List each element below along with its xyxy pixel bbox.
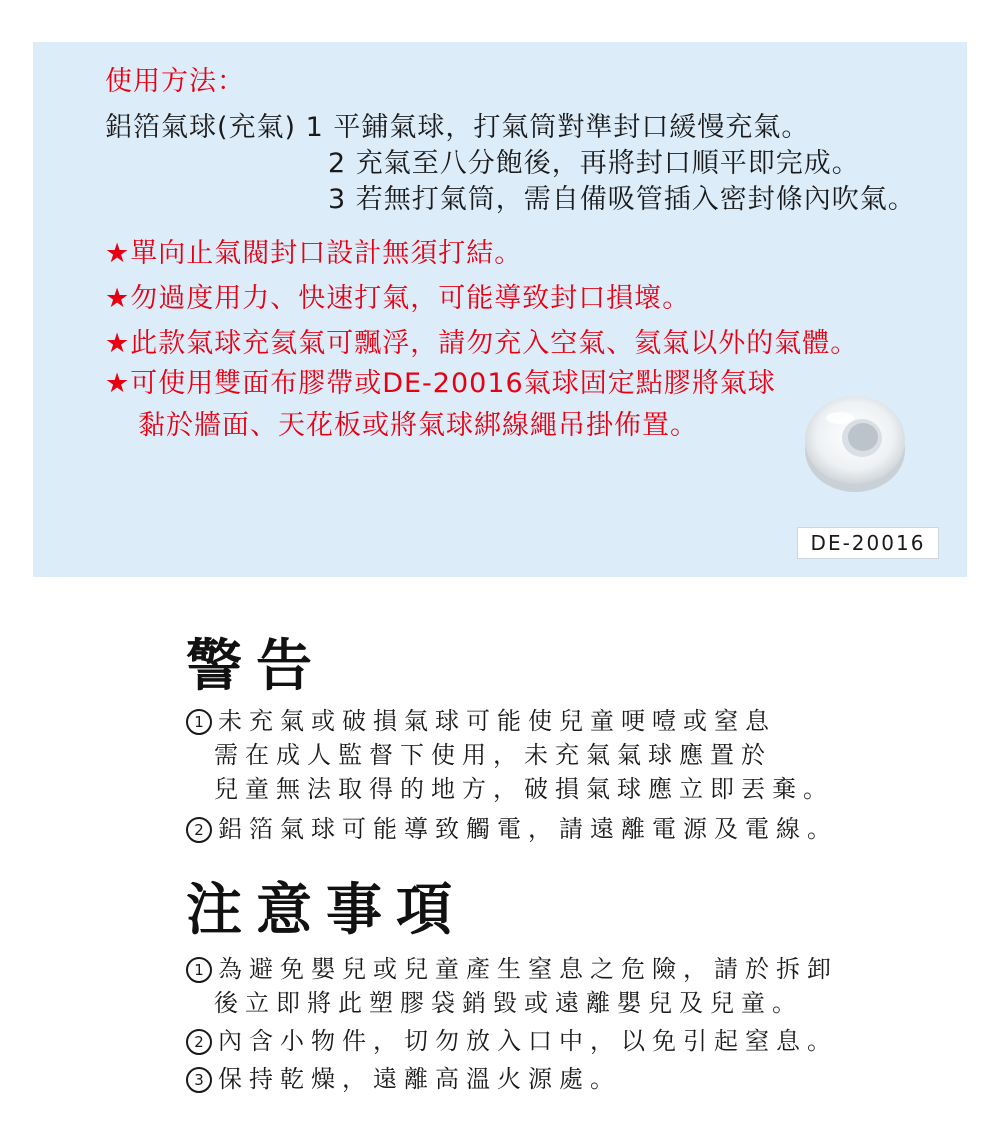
caution-item-1-line-2: 後立即將此塑膠袋銷毀或遠離嬰兒及兒童。 <box>214 989 803 1017</box>
usage-title: 使用方法： <box>105 66 245 97</box>
usage-note-1: ★單向止氣閥封口設計無須打結。 <box>105 238 523 269</box>
circled-number: 1 <box>186 709 212 735</box>
usage-note-3: ★此款氣球充氦氣可飄浮，請勿充入空氣、氦氣以外的氣體。 <box>105 328 859 359</box>
warning-item-1-line-3: 兒童無法取得的地方，破損氣球應立即丟棄。 <box>214 775 834 803</box>
caution-item-text: 保持乾燥，遠離高溫火源處。 <box>218 1065 621 1093</box>
circled-number: 1 <box>186 957 212 983</box>
usage-note-4-cont: 黏於牆面、天花板或將氣球綁線繩吊掛佈置。 <box>138 410 698 441</box>
usage-step-1 <box>105 110 809 146</box>
caution-item-2 <box>186 1024 838 1058</box>
caution-item-text: 為避免嬰兒或兒童產生窒息之危險，請於拆卸 <box>218 955 838 983</box>
warning-item-1 <box>186 704 776 738</box>
caution-title: 注意事項 <box>186 878 466 943</box>
usage-step-2: 2 充氣至八分飽後，再將封口順平即完成。 <box>328 148 860 179</box>
glue-dots-tape-image <box>800 388 910 498</box>
usage-step-3: 3 若無打氣筒，需自備吸管插入密封條內吹氣。 <box>328 184 916 215</box>
product-model-label: DE-20016 <box>797 527 939 559</box>
warning-item-text: 鋁箔氣球可能導致觸電，請遠離電源及電線。 <box>218 815 838 843</box>
warning-item-1-line-2: 需在成人監督下使用，未充氣氣球應置於 <box>214 741 772 769</box>
circled-number: 2 <box>186 817 212 843</box>
caution-item-1 <box>186 952 838 986</box>
warning-item-text: 未充氣或破損氣球可能使兒童哽噎或窒息 <box>218 707 776 735</box>
caution-item-text: 內含小物件，切勿放入口中，以免引起窒息。 <box>218 1027 838 1055</box>
usage-note-4: ★可使用雙面布膠帶或DE-20016氣球固定點膠將氣球 <box>105 368 776 399</box>
circled-number: 3 <box>186 1067 212 1093</box>
usage-note-2: ★勿過度用力、快速打氣，可能導致封口損壞。 <box>105 283 691 314</box>
warning-title: 警告 <box>186 634 326 699</box>
circled-number: 2 <box>186 1029 212 1055</box>
usage-step-text: 1 平鋪氣球，打氣筒對準封口緩慢充氣。 <box>305 112 810 143</box>
usage-step-prefix: 鋁箔氣球(充氣) <box>105 112 306 143</box>
warning-item-2 <box>186 812 838 846</box>
caution-item-3 <box>186 1062 621 1096</box>
